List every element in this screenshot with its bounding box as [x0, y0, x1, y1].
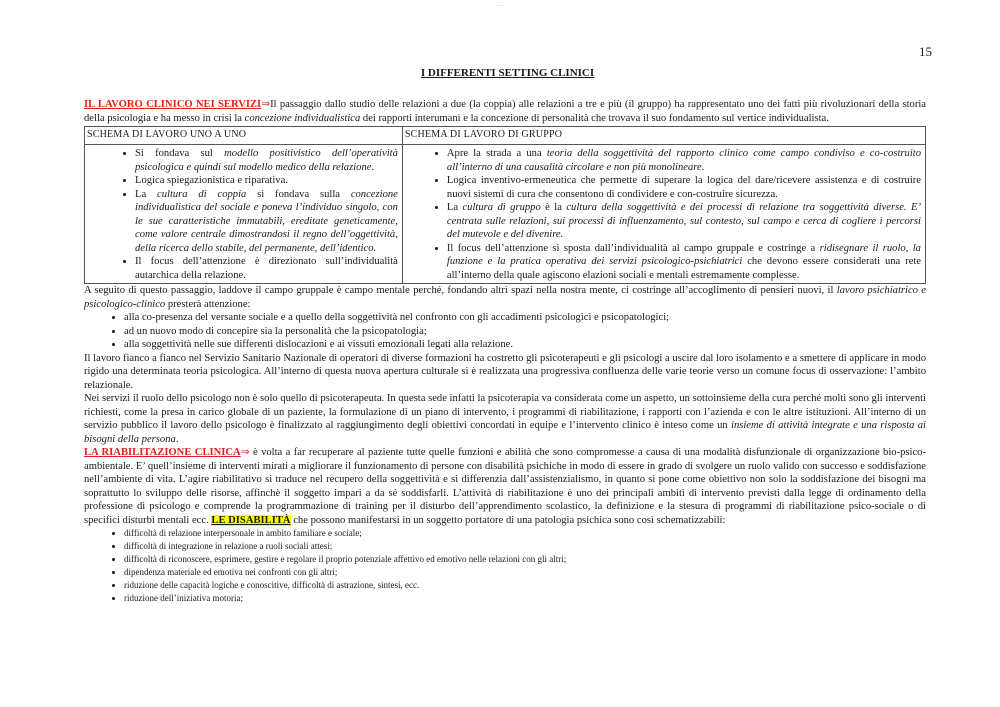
list-item: • Logica inventivo-ermeneutica che permette di superare la logica del dare/ricevere assistenza e di costruire nuovi sistemi di cura che consentono di condividere e con-costruire sicurezza. [447, 174, 921, 201]
text: La [135, 188, 157, 200]
list-item: • dipendenza materiale ed emotiva nei confronti con gli altri; [124, 566, 926, 579]
emphasis: insieme di attività integrate e una risposta ai bisogni della persona [84, 420, 926, 445]
text: presterà attenzione: [165, 298, 251, 310]
schema-header-row [85, 127, 926, 145]
list-item: • alla soggettività nelle sue differenti dislocazioni e ai vissuti emozionali legati alla relazione. [124, 338, 926, 352]
page-number: 15 [919, 44, 932, 59]
text: è volta a far recuperare al paziente tutte quelle funzioni e abilità che sono compromesse a causa di una modalità disfunzionale di organizzazione bio-psico-ambientale. E’ quell’insieme di interventi mirati a migliorare il funzionamento di persone con disabilità psichiche in modo di essere in grado di svolgere un ruolo valido con successo e soddisfazione nell’ambiente di vita. L’agire riabilitativo si traduce nel recupero della soggettività e si differenzia dall’assistenzialismo, in quanto si pone come obiettivo non solo la soddisfazione dei bisogni ma soprattutto lo sviluppo delle risorse, affinchè il soggetto impari a da sé soddisfarli. L’attività di riabilitazione è uno dei principali ambiti di intervento previsti dalla legge di ordinamento della professione di psicologo e comprende la programmazione di training per il disturbo dell’apprendimento scolastico, la definizione e la stesura di programmi di riabilitazione psico-sociale o di specifici disturbi mentali ecc. [84, 447, 927, 526]
schema-header-uno: SCHEMA DI LAVORO UNO A UNO [85, 127, 403, 145]
text: Apre la strada a una [446, 148, 547, 159]
ssn-paragraph: Il lavoro fianco a fianco nel Servizio Sanitario Nazionale di operatori di diverse formazioni ha costretto gli psicoterapeuti e gli psicologi a uscire dal loro isolamento e a smettere di applicare in modo rigido una determinata teoria psicologica. All’interno di questa nuova apertura culturale si è realizzata una progressiva confluenza delle varie teorie verso un comune focus di osservazione: l’ambito relazionale. [84, 352, 926, 391]
text: A seguito di questo passaggio, laddove il campo gruppale è campo mentale perché, fondando altri spazi nella nostra mente, ci costringe all’accoglimento di pensieri nuovi, il [84, 285, 837, 296]
page-title: I DIFFERENTI SETTING CLINICI [420, 67, 595, 79]
text: che devono essere considerati una rete all’interno della quale agiscono elazioni sociali e mentali estremamente complesse. [446, 256, 921, 281]
schema-cell-uno [85, 145, 403, 284]
riabilitazione-heading: LA RIABILITAZIONE CLINICA [84, 447, 241, 458]
text: La [446, 202, 463, 213]
arrow-icon: ⇒ [240, 447, 250, 458]
list-item: • Logica spiegazionistica e riparativa. [135, 174, 398, 188]
text: Nei servizi il ruolo dello psicologo non è solo quello di psicoterapeuta. In questa sede infatti la psicoterapia va considerata come un aspetto, un sottoinsieme della cura perché molti sono gli interventi richiesti, come la presa in carico globale di un paziente, la formulazione di un piano di intervento, i programmi di riabilitazione, i rapporti con l’azienda e con le altre istituzioni. All’interno di un servizio pubblico il lavoro dello psicologo è finalizzato al raggiungimento degli obiettivi concordati in equipe e l’intervento clinico è inteso come un [84, 393, 926, 431]
text: . [175, 433, 179, 445]
list-item [447, 201, 921, 242]
riabilitazione-paragraph [84, 446, 926, 527]
header-mark: ____ [495, 0, 505, 6]
document-body [84, 98, 926, 605]
list-item: • Il focus dell’attenzione è direzionato sull’individualità autarchica della relazione. [135, 255, 398, 282]
lavoro-clinico-paragraph [84, 98, 926, 125]
list-item [447, 242, 921, 283]
text: si fondava sulla [246, 188, 351, 200]
list-item: • alla co-presenza del versante sociale e a quello della soggettività nel confronto con gli accadimenti psicologici e psicopatologici; [124, 311, 926, 325]
text: Il focus dell’attenzione si sposta dall’individualità al campo gruppale e costringe a [446, 242, 820, 254]
list-item: • difficoltà di integrazione in relazione a ruoli sociali attesi; [124, 540, 926, 553]
list-item: • difficoltà di relazione interpersonale in ambito familiare e sociale; [124, 527, 926, 540]
schema-body-row [85, 145, 926, 284]
list-item [135, 147, 398, 174]
emphasis: modello positivistico dell’operatività psicologica e quindi sul modello medico della relazione [135, 148, 398, 173]
emphasis: concezione individualistica del sociale e poneva l’individuo singolo, con le sue caratteristiche immutabili, ereditate geneticamente, come valore centrale dimostrandosi il regno dell’oggettività, della ricerca dello stabile, del permanente, dell’identico. [135, 188, 398, 254]
emphasis: ridisegnare il ruolo, la funzione e la pratica operativa dei servizi psicologico-psichiatrici [446, 242, 921, 267]
schema-table [84, 126, 926, 284]
emphasis: teoria della soggettività del rapporto clinico come campo condiviso e co-costruito all’interno di una causalità circolare e non più monolineare. [446, 148, 922, 173]
list-item [135, 188, 398, 256]
paragraph-text: dei rapporti interumani e la concezione di personalità che trovava il suo fondamento sul vertice individualista. [360, 112, 829, 124]
emphasis: lavoro psichiatrico e psicologico-clinico [84, 285, 926, 310]
emphasis: cultura di gruppo [462, 202, 541, 213]
list-item [447, 147, 921, 174]
list-item: • riduzione dell’iniziativa motoria; [124, 592, 926, 605]
schema-header-gruppo: SCHEMA DI LAVORO DI GRUPPO [402, 127, 925, 145]
arrow-icon: ⇒ [261, 99, 271, 110]
lavoro-clinico-heading: IL LAVORO CLINICO NEI SERVIZI [84, 99, 262, 110]
attention-list [84, 311, 926, 352]
list-item: • ad un nuovo modo di concepire sia la personalità che la psicopatologia; [124, 325, 926, 339]
disabilita-list [84, 527, 926, 605]
text: . [371, 161, 375, 173]
list-item: • difficoltà di riconoscere, esprimere, gestire e regolare il proprio potenziale affettivo ed emotivo nelle relazioni con gli altri; [124, 553, 926, 566]
text: che possono manifestarsi in un soggetto portatore di una patologia psichica sono così schematizzabili: [290, 514, 726, 526]
emphasis: cultura di coppia [157, 188, 247, 200]
list-item: • riduzione delle capacità logiche e conoscitive, difficoltà di astrazione, sintesi, ecc. [124, 579, 926, 592]
servizi-paragraph [84, 392, 926, 446]
emphasis: cultura della soggettività e dei processi di relazione tra soggettività diverse. E’ centrata sulle relazioni, sui processi di influenzamento, sul contesto, sul campo e cerca di cogliere i percorsi del mutevole e del divenire. [446, 202, 921, 240]
paragraph-emphasis: concezione individualistica [244, 112, 361, 124]
schema-cell-gruppo [402, 145, 925, 284]
text: è la [540, 202, 567, 213]
text: Si fondava sul [135, 148, 225, 159]
paragraph-text: Il passaggio dallo studio delle relazioni a due (la coppia) alle relazioni a tre e più (il gruppo) ha rappresentato uno dei fatti più rivoluzionari della storia della psicologia e ha messo in crisi la [84, 99, 926, 124]
seguito-paragraph [84, 284, 926, 311]
disabilita-highlight: LE DISABILITÀ [211, 514, 291, 526]
